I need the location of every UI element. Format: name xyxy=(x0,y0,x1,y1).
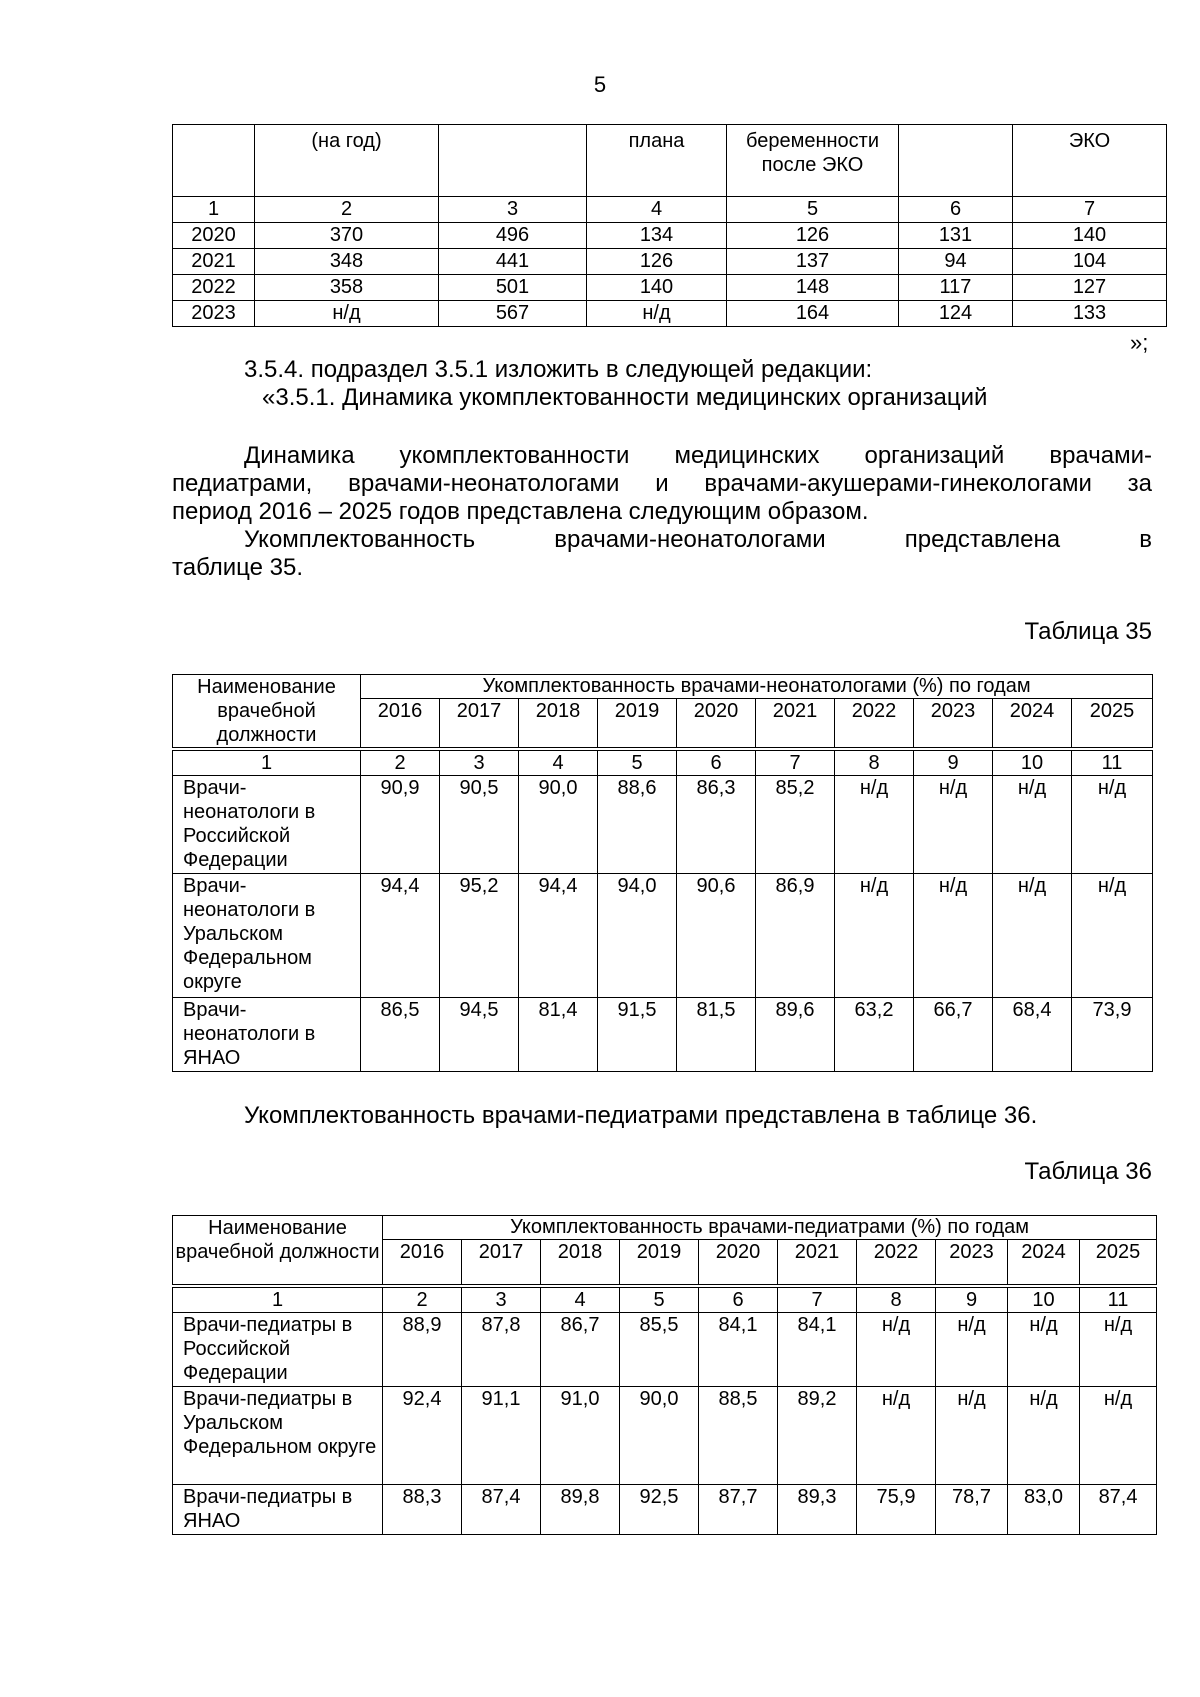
table-cell: 86,5 xyxy=(361,998,440,1072)
column-number-cell: 1 xyxy=(173,197,255,223)
table-cell: 94 xyxy=(899,249,1013,275)
column-number-cell: 3 xyxy=(439,197,587,223)
table-cell: 567 xyxy=(439,301,587,327)
column-number-cell: 7 xyxy=(1013,197,1167,223)
table-cell: 148 xyxy=(727,275,899,301)
table-cell: 86,7 xyxy=(541,1312,620,1386)
table-row xyxy=(173,249,1167,275)
paragraph-line: таблице 35. xyxy=(172,554,304,581)
table-cell: 126 xyxy=(727,223,899,249)
table-cell: 83,0 xyxy=(1008,1484,1080,1534)
table-cell: 88,9 xyxy=(383,1312,462,1386)
table-cell: н/д xyxy=(993,874,1072,998)
table-cell: 134 xyxy=(587,223,727,249)
table-cell: н/д xyxy=(857,1312,936,1386)
paragraph-line: период 2016 – 2025 годов представлена следующим образом. xyxy=(172,498,869,525)
table-cell: н/д xyxy=(914,874,993,998)
paragraph-line: Динамика укомплектованности медицинских организаций врачами- xyxy=(244,442,1152,469)
year-header-cell: 2017 xyxy=(462,1240,541,1286)
table-cell: 86,9 xyxy=(756,874,835,998)
table-cell: 90,5 xyxy=(440,776,519,874)
table-cell: 90,0 xyxy=(519,776,598,874)
table-cell: 88,3 xyxy=(383,1484,462,1534)
table-35-caption: Таблица 35 xyxy=(1024,618,1152,645)
column-number-cell: 6 xyxy=(899,197,1013,223)
column-number-cell: 5 xyxy=(727,197,899,223)
table-35-body xyxy=(173,675,1153,1072)
year-header-cell: 2023 xyxy=(936,1240,1008,1286)
year-header-cell: 2018 xyxy=(541,1240,620,1286)
table-cell: 89,8 xyxy=(541,1484,620,1534)
paragraph-pediatr: Укомплектованность врачами-педиатрами представлена в таблице 36. xyxy=(244,1102,1038,1129)
table-cell: 133 xyxy=(1013,301,1167,327)
column-number-cell: 8 xyxy=(835,749,914,776)
table-row xyxy=(173,275,1167,301)
header-cell: (на год) xyxy=(255,125,439,197)
column-number-row xyxy=(173,1286,1157,1313)
table-row xyxy=(173,301,1167,327)
table-cell: н/д xyxy=(993,776,1072,874)
year-header-cell: 2020 xyxy=(699,1240,778,1286)
table-cell: н/д xyxy=(835,874,914,998)
row-name-cell: Врачи-неонатологи в ЯНАО xyxy=(173,998,361,1072)
year-header-cell: 2021 xyxy=(778,1240,857,1286)
table-row xyxy=(173,1386,1157,1484)
table-cell: н/д xyxy=(914,776,993,874)
year-header-cell: 2020 xyxy=(677,699,756,750)
table-cell: 164 xyxy=(727,301,899,327)
year-header-cell: 2022 xyxy=(835,699,914,750)
table-cell: 91,1 xyxy=(462,1386,541,1484)
page-number: 5 xyxy=(593,72,607,97)
table-row xyxy=(173,998,1153,1072)
group-header-cell: Укомплектованность врачами-неонатологами (%) по годам xyxy=(361,675,1153,699)
row-name-cell: Врачи-педиатры в Уральском Федеральном округе xyxy=(173,1386,383,1484)
table-cell: 104 xyxy=(1013,249,1167,275)
table-cell: 87,8 xyxy=(462,1312,541,1386)
table-cell: 117 xyxy=(899,275,1013,301)
table-cell: 126 xyxy=(587,249,727,275)
column-number-cell: 2 xyxy=(383,1286,462,1313)
row-name-cell: Врачи-неонатологи в Российской Федерации xyxy=(173,776,361,874)
table-cell: н/д xyxy=(1080,1312,1157,1386)
column-number-cell: 4 xyxy=(541,1286,620,1313)
table-header-row xyxy=(173,1216,1157,1240)
paragraph-line: педиатрами, врачами-неонатологами и врачами-акушерами-гинекологами за xyxy=(172,470,1152,497)
column-number-cell: 6 xyxy=(677,749,756,776)
header-cell xyxy=(899,125,1013,197)
table-cell: н/д xyxy=(936,1312,1008,1386)
table-cell: 92,5 xyxy=(620,1484,699,1534)
column-number-cell: 2 xyxy=(255,197,439,223)
year-header-cell: 2019 xyxy=(620,1240,699,1286)
table-cell: 84,1 xyxy=(778,1312,857,1386)
column-number-cell: 10 xyxy=(1008,1286,1080,1313)
year-header-cell: 2023 xyxy=(914,699,993,750)
table-cell: 89,6 xyxy=(756,998,835,1072)
table-36-body xyxy=(173,1216,1157,1535)
table-cell: 90,0 xyxy=(620,1386,699,1484)
year-header-cell: 2017 xyxy=(440,699,519,750)
table-cell: 89,2 xyxy=(778,1386,857,1484)
table-cell: 95,2 xyxy=(440,874,519,998)
table-cell: 2023 xyxy=(173,301,255,327)
column-number-cell: 10 xyxy=(993,749,1072,776)
column-number-cell: 3 xyxy=(440,749,519,776)
column-number-cell: 7 xyxy=(778,1286,857,1313)
column-number-cell: 7 xyxy=(756,749,835,776)
table-cell: н/д xyxy=(587,301,727,327)
table-cell: 73,9 xyxy=(1072,998,1153,1072)
row-name-cell: Врачи-педиатры в ЯНАО xyxy=(173,1484,383,1534)
table-cell: н/д xyxy=(857,1386,936,1484)
table-header-row xyxy=(173,675,1153,699)
column-number-cell: 9 xyxy=(936,1286,1008,1313)
paragraph-3-5-4: 3.5.4. подраздел 3.5.1 изложить в следующей редакции: xyxy=(244,356,873,383)
table-cell: 78,7 xyxy=(936,1484,1008,1534)
column-number-cell: 4 xyxy=(587,197,727,223)
year-header-cell: 2018 xyxy=(519,699,598,750)
row-name-cell: Врачи-неонатологи в Уральском Федеральном округе xyxy=(173,874,361,998)
table-cell: 85,5 xyxy=(620,1312,699,1386)
column-number-cell: 1 xyxy=(173,1286,383,1313)
table-cell: н/д xyxy=(936,1386,1008,1484)
table-cell: 496 xyxy=(439,223,587,249)
header-cell xyxy=(439,125,587,197)
table-cell: 89,3 xyxy=(778,1484,857,1534)
column-number-cell: 2 xyxy=(361,749,440,776)
header-cell: плана xyxy=(587,125,727,197)
row-name-cell: Врачи-педиатры в Российской Федерации xyxy=(173,1312,383,1386)
table-cell: 348 xyxy=(255,249,439,275)
group-header-cell: Укомплектованность врачами-педиатрами (%) по годам xyxy=(383,1216,1157,1240)
table-cell: н/д xyxy=(1080,1386,1157,1484)
table-cell: н/д xyxy=(1008,1386,1080,1484)
table-cell: 75,9 xyxy=(857,1484,936,1534)
table-cell: 91,0 xyxy=(541,1386,620,1484)
table-cell: 86,3 xyxy=(677,776,756,874)
header-cell: беременности после ЭКО xyxy=(727,125,899,197)
table-cell: 131 xyxy=(899,223,1013,249)
table-cell: 140 xyxy=(1013,223,1167,249)
year-header-cell: 2019 xyxy=(598,699,677,750)
column-number-row xyxy=(173,197,1167,223)
year-header-cell: 2024 xyxy=(1008,1240,1080,1286)
table-cell: 2020 xyxy=(173,223,255,249)
table-cell: н/д xyxy=(835,776,914,874)
table-cell: н/д xyxy=(1008,1312,1080,1386)
table-cell: 358 xyxy=(255,275,439,301)
table-36-caption: Таблица 36 xyxy=(1024,1158,1152,1185)
paragraph-line: Укомплектованность врачами-неонатологами представлена в xyxy=(244,526,1152,553)
column-number-cell: 1 xyxy=(173,749,361,776)
table-cell: 94,4 xyxy=(519,874,598,998)
table-cell: 92,4 xyxy=(383,1386,462,1484)
paragraph-dynamics xyxy=(172,442,1152,582)
section-heading-3-5-1: «3.5.1. Динамика укомплектованности медицинских организаций xyxy=(262,384,988,411)
table-cell: 90,9 xyxy=(361,776,440,874)
table-row xyxy=(173,1312,1157,1386)
table-cell: 87,7 xyxy=(699,1484,778,1534)
column-number-cell: 4 xyxy=(519,749,598,776)
header-cell: ЭКО xyxy=(1013,125,1167,197)
header-cell xyxy=(173,125,255,197)
table-cell: н/д xyxy=(1072,776,1153,874)
table-cell: 137 xyxy=(727,249,899,275)
table-cell: 2022 xyxy=(173,275,255,301)
table-cell: 88,5 xyxy=(699,1386,778,1484)
table-35 xyxy=(172,674,1153,1072)
table-cell: 370 xyxy=(255,223,439,249)
column-number-cell: 5 xyxy=(620,1286,699,1313)
table-cell: 94,0 xyxy=(598,874,677,998)
year-header-cell: 2016 xyxy=(361,699,440,750)
column-number-cell: 6 xyxy=(699,1286,778,1313)
column-number-cell: 8 xyxy=(857,1286,936,1313)
year-header-cell: 2025 xyxy=(1072,699,1153,750)
table-cell: 90,6 xyxy=(677,874,756,998)
table-prev-body xyxy=(173,125,1167,327)
column-number-cell: 5 xyxy=(598,749,677,776)
table-cell: 85,2 xyxy=(756,776,835,874)
column-number-cell: 9 xyxy=(914,749,993,776)
table-cell: н/д xyxy=(1072,874,1153,998)
table-previous-continuation xyxy=(172,124,1167,327)
table-cell: 2021 xyxy=(173,249,255,275)
table-cell: 501 xyxy=(439,275,587,301)
table-row xyxy=(173,223,1167,249)
column-number-cell: 3 xyxy=(462,1286,541,1313)
table-cell: 68,4 xyxy=(993,998,1072,1072)
table-header-row xyxy=(173,125,1167,197)
quote-end-mark: »; xyxy=(1130,330,1149,355)
table-cell: 94,5 xyxy=(440,998,519,1072)
table-cell: 66,7 xyxy=(914,998,993,1072)
table-cell: 124 xyxy=(899,301,1013,327)
table-cell: 84,1 xyxy=(699,1312,778,1386)
table-cell: 140 xyxy=(587,275,727,301)
table-cell: 81,4 xyxy=(519,998,598,1072)
table-row xyxy=(173,776,1153,874)
table-cell: 87,4 xyxy=(1080,1484,1157,1534)
table-cell: 441 xyxy=(439,249,587,275)
column-number-cell: 11 xyxy=(1072,749,1153,776)
column-number-cell: 11 xyxy=(1080,1286,1157,1313)
year-header-cell: 2024 xyxy=(993,699,1072,750)
year-header-cell: 2025 xyxy=(1080,1240,1157,1286)
table-cell: 88,6 xyxy=(598,776,677,874)
column-number-row xyxy=(173,749,1153,776)
year-header-cell: 2022 xyxy=(857,1240,936,1286)
table-cell: 94,4 xyxy=(361,874,440,998)
table-row xyxy=(173,874,1153,998)
table-cell: 81,5 xyxy=(677,998,756,1072)
table-row xyxy=(173,1484,1157,1534)
table-cell: 127 xyxy=(1013,275,1167,301)
year-header-cell: 2016 xyxy=(383,1240,462,1286)
table-cell: 63,2 xyxy=(835,998,914,1072)
table-cell: 91,5 xyxy=(598,998,677,1072)
name-header-cell: Наименование врачебной должности xyxy=(173,1216,383,1286)
table-cell: 87,4 xyxy=(462,1484,541,1534)
table-36 xyxy=(172,1215,1157,1535)
name-header-cell: Наименование врачебной должности xyxy=(173,675,361,750)
year-header-cell: 2021 xyxy=(756,699,835,750)
table-cell: н/д xyxy=(255,301,439,327)
